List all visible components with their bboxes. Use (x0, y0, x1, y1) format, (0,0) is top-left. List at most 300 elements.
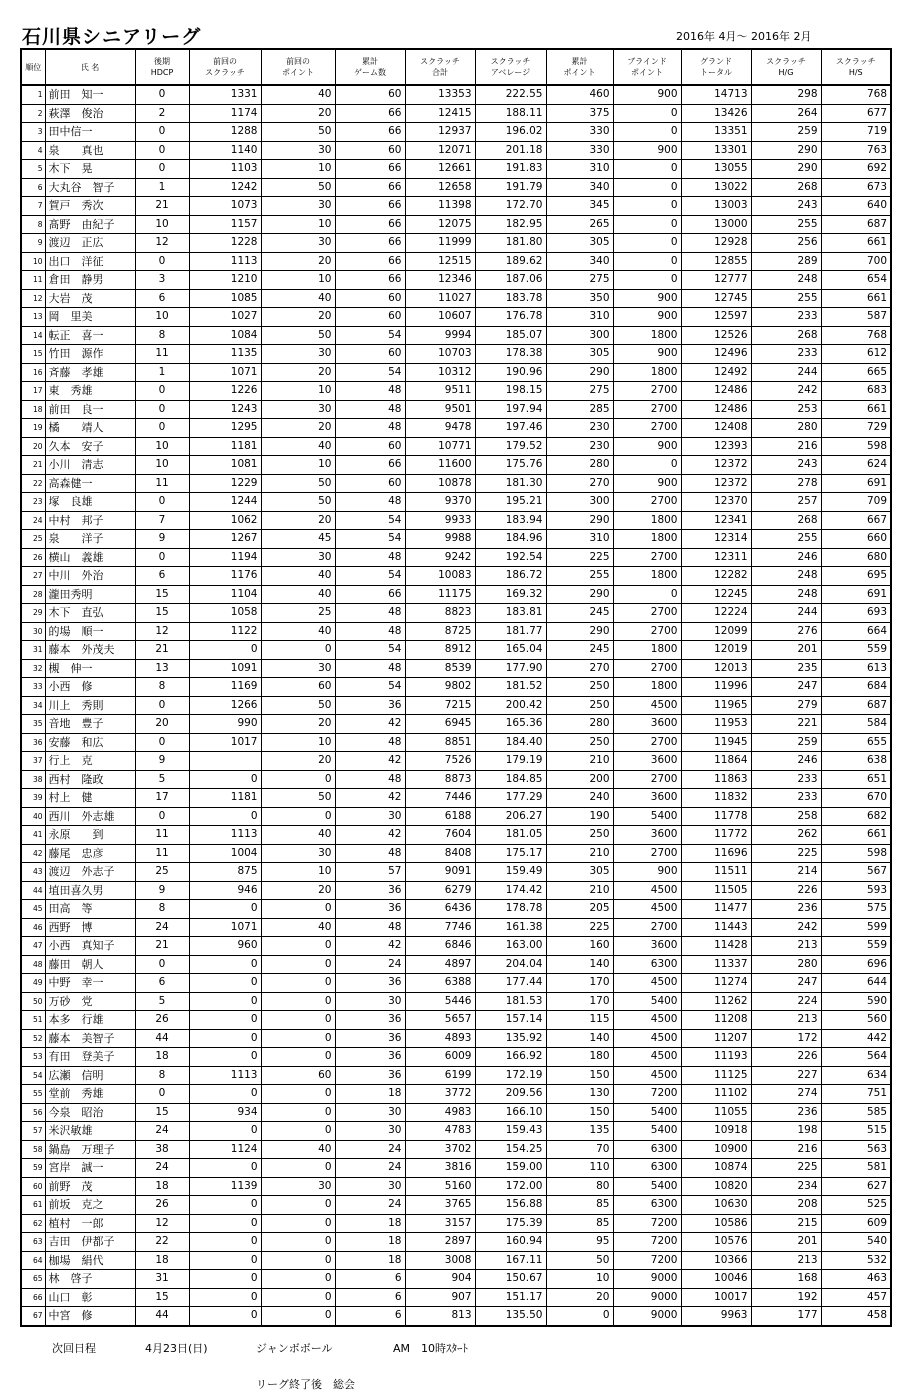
cell-grand-total: 12311 (681, 548, 751, 567)
cell-scratch-total: 6388 (405, 974, 475, 993)
cell-hdcp: 18 (135, 1177, 189, 1196)
cell-rank: 50 (21, 992, 45, 1011)
table-row (21, 1048, 891, 1067)
cell-scratch-hs: 687 (821, 696, 891, 715)
cell-scratch-hg: 257 (751, 493, 821, 512)
cell-total-point: 190 (546, 807, 613, 826)
cell-scratch-hg: 247 (751, 974, 821, 993)
cell-scratch-hg: 235 (751, 659, 821, 678)
cell-hdcp: 5 (135, 770, 189, 789)
cell-rank: 52 (21, 1029, 45, 1048)
cell-scratch-average: 166.92 (475, 1048, 546, 1067)
cell-prev-scratch: 934 (189, 1103, 261, 1122)
cell-blind-point: 3600 (613, 789, 681, 808)
cell-scratch-hg: 177 (751, 1307, 821, 1326)
table-row (21, 456, 891, 475)
cell-rank: 14 (21, 326, 45, 345)
cell-scratch-average: 197.46 (475, 419, 546, 438)
cell-prev-point: 50 (261, 493, 335, 512)
cell-scratch-total: 9242 (405, 548, 475, 567)
cell-blind-point: 2700 (613, 918, 681, 937)
cell-scratch-hs: 575 (821, 900, 891, 919)
cell-scratch-total: 10771 (405, 437, 475, 456)
cell-grand-total: 12013 (681, 659, 751, 678)
cell-hdcp: 24 (135, 1122, 189, 1141)
cell-total-point: 460 (546, 85, 613, 104)
cell-scratch-average: 183.94 (475, 511, 546, 530)
table-row (21, 1307, 891, 1326)
cell-scratch-average: 159.49 (475, 863, 546, 882)
cell-name: 岡 里美 (45, 308, 135, 327)
start-time: AM 10時ｽﾀｰﾄ (393, 1342, 469, 1355)
cell-name: 音地 豊子 (45, 715, 135, 734)
cell-scratch-hs: 664 (821, 622, 891, 641)
table-row (21, 1270, 891, 1289)
cell-total-games: 48 (335, 604, 405, 623)
cell-scratch-total: 6846 (405, 937, 475, 956)
table-row (21, 678, 891, 697)
cell-grand-total: 11996 (681, 678, 751, 697)
cell-scratch-average: 179.19 (475, 752, 546, 771)
cell-total-games: 66 (335, 160, 405, 179)
cell-name: 的場 順一 (45, 622, 135, 641)
cell-grand-total: 10576 (681, 1233, 751, 1252)
cell-hdcp: 31 (135, 1270, 189, 1289)
cell-blind-point: 1800 (613, 678, 681, 697)
cell-hdcp: 0 (135, 85, 189, 104)
table-row (21, 733, 891, 752)
cell-total-point: 230 (546, 437, 613, 456)
cell-scratch-hs: 612 (821, 345, 891, 364)
cell-prev-point: 20 (261, 308, 335, 327)
cell-scratch-average: 181.53 (475, 992, 546, 1011)
cell-scratch-hg: 213 (751, 1011, 821, 1030)
cell-blind-point: 4500 (613, 696, 681, 715)
cell-hdcp: 6 (135, 567, 189, 586)
cell-scratch-average: 161.38 (475, 918, 546, 937)
cell-rank: 28 (21, 585, 45, 604)
cell-hdcp: 0 (135, 493, 189, 512)
cell-scratch-average: 184.85 (475, 770, 546, 789)
cell-prev-point: 40 (261, 289, 335, 308)
cell-prev-point: 20 (261, 511, 335, 530)
table-row (21, 715, 891, 734)
cell-rank: 20 (21, 437, 45, 456)
cell-total-games: 66 (335, 178, 405, 197)
cell-total-games: 6 (335, 1270, 405, 1289)
cell-grand-total: 13022 (681, 178, 751, 197)
cell-scratch-total: 11999 (405, 234, 475, 253)
cell-prev-scratch: 1017 (189, 733, 261, 752)
cell-blind-point: 2700 (613, 844, 681, 863)
cell-total-games: 54 (335, 567, 405, 586)
cell-scratch-total: 7746 (405, 918, 475, 937)
cell-total-point: 245 (546, 641, 613, 660)
cell-scratch-hs: 696 (821, 955, 891, 974)
cell-total-games: 18 (335, 1214, 405, 1233)
cell-scratch-average: 167.11 (475, 1251, 546, 1270)
cell-grand-total: 13351 (681, 123, 751, 142)
cell-name: 塚 良雄 (45, 493, 135, 512)
cell-grand-total: 11125 (681, 1066, 751, 1085)
cell-grand-total: 10017 (681, 1288, 751, 1307)
cell-scratch-average: 185.07 (475, 326, 546, 345)
cell-prev-scratch: 0 (189, 1048, 261, 1067)
cell-total-point: 50 (546, 1251, 613, 1270)
cell-rank: 61 (21, 1196, 45, 1215)
cell-rank: 47 (21, 937, 45, 956)
cell-prev-scratch: 1194 (189, 548, 261, 567)
cell-total-games: 48 (335, 844, 405, 863)
col-header-blind-point: ブラインド ポイント (613, 49, 681, 85)
cell-scratch-hs: 709 (821, 493, 891, 512)
cell-blind-point: 0 (613, 123, 681, 142)
cell-blind-point: 4500 (613, 881, 681, 900)
cell-scratch-hs: 624 (821, 456, 891, 475)
cell-blind-point: 0 (613, 160, 681, 179)
cell-prev-scratch: 1113 (189, 1066, 261, 1085)
cell-scratch-hg: 233 (751, 770, 821, 789)
cell-hdcp: 10 (135, 437, 189, 456)
cell-rank: 25 (21, 530, 45, 549)
cell-hdcp: 0 (135, 807, 189, 826)
cell-rank: 48 (21, 955, 45, 974)
cell-total-games: 42 (335, 715, 405, 734)
cell-blind-point: 3600 (613, 752, 681, 771)
cell-hdcp: 21 (135, 641, 189, 660)
cell-grand-total: 10820 (681, 1177, 751, 1196)
col-header-scratch-total: スクラッチ 合計 (405, 49, 475, 85)
cell-name: 枷場 絹代 (45, 1251, 135, 1270)
cell-rank: 5 (21, 160, 45, 179)
cell-name: 瀧田秀明 (45, 585, 135, 604)
cell-name: 倉田 静男 (45, 271, 135, 290)
cell-name: 賀戸 秀次 (45, 197, 135, 216)
cell-rank: 57 (21, 1122, 45, 1141)
cell-hdcp: 1 (135, 363, 189, 382)
cell-scratch-hs: 700 (821, 252, 891, 271)
cell-scratch-average: 182.95 (475, 215, 546, 234)
cell-scratch-total: 12515 (405, 252, 475, 271)
cell-total-games: 60 (335, 308, 405, 327)
cell-total-point: 280 (546, 456, 613, 475)
cell-name: 行上 克 (45, 752, 135, 771)
cell-grand-total: 10874 (681, 1159, 751, 1178)
cell-prev-point: 40 (261, 585, 335, 604)
cell-name: 有田 登美子 (45, 1048, 135, 1067)
cell-total-point: 305 (546, 234, 613, 253)
cell-grand-total: 11832 (681, 789, 751, 808)
cell-blind-point: 7200 (613, 1214, 681, 1233)
cell-prev-point: 10 (261, 733, 335, 752)
cell-scratch-hg: 258 (751, 807, 821, 826)
cell-prev-point: 50 (261, 789, 335, 808)
cell-total-games: 42 (335, 826, 405, 845)
cell-grand-total: 12486 (681, 400, 751, 419)
cell-scratch-average: 206.27 (475, 807, 546, 826)
cell-scratch-hs: 670 (821, 789, 891, 808)
cell-scratch-total: 8912 (405, 641, 475, 660)
cell-total-games: 66 (335, 215, 405, 234)
cell-hdcp: 0 (135, 696, 189, 715)
cell-scratch-average: 160.94 (475, 1233, 546, 1252)
cell-scratch-total: 11027 (405, 289, 475, 308)
cell-grand-total: 11443 (681, 918, 751, 937)
cell-blind-point: 5400 (613, 1122, 681, 1141)
cell-name: 埴田喜久男 (45, 881, 135, 900)
cell-blind-point: 6300 (613, 955, 681, 974)
cell-blind-point: 4500 (613, 1066, 681, 1085)
cell-scratch-average: 201.18 (475, 141, 546, 160)
cell-grand-total: 11102 (681, 1085, 751, 1104)
cell-prev-scratch: 1176 (189, 567, 261, 586)
cell-scratch-hg: 262 (751, 826, 821, 845)
cell-rank: 64 (21, 1251, 45, 1270)
cell-name: 出口 洋征 (45, 252, 135, 271)
cell-total-games: 42 (335, 752, 405, 771)
cell-total-games: 36 (335, 1011, 405, 1030)
cell-total-games: 66 (335, 104, 405, 123)
cell-grand-total: 12019 (681, 641, 751, 660)
cell-total-point: 115 (546, 1011, 613, 1030)
cell-total-point: 20 (546, 1288, 613, 1307)
cell-grand-total: 11274 (681, 974, 751, 993)
cell-total-point: 135 (546, 1122, 613, 1141)
cell-scratch-hg: 255 (751, 530, 821, 549)
cell-prev-point: 30 (261, 659, 335, 678)
cell-scratch-hs: 590 (821, 992, 891, 1011)
cell-scratch-hg: 280 (751, 955, 821, 974)
cell-name: 本多 行雄 (45, 1011, 135, 1030)
cell-scratch-hs: 687 (821, 215, 891, 234)
cell-total-point: 285 (546, 400, 613, 419)
table-row (21, 1066, 891, 1085)
cell-blind-point: 2700 (613, 382, 681, 401)
cell-total-point: 300 (546, 493, 613, 512)
cell-total-games: 36 (335, 1048, 405, 1067)
cell-scratch-hg: 259 (751, 123, 821, 142)
cell-scratch-total: 6436 (405, 900, 475, 919)
cell-total-point: 310 (546, 160, 613, 179)
cell-total-point: 150 (546, 1066, 613, 1085)
cell-name: 山口 彰 (45, 1288, 135, 1307)
cell-blind-point: 900 (613, 345, 681, 364)
cell-prev-point: 50 (261, 474, 335, 493)
cell-prev-scratch: 0 (189, 955, 261, 974)
cell-rank: 1 (21, 85, 45, 104)
cell-scratch-average: 150.67 (475, 1270, 546, 1289)
cell-name: 前野 茂 (45, 1177, 135, 1196)
cell-scratch-total: 11175 (405, 585, 475, 604)
cell-rank: 23 (21, 493, 45, 512)
cell-prev-scratch: 0 (189, 1288, 261, 1307)
cell-scratch-average: 157.14 (475, 1011, 546, 1030)
cell-name: 今泉 昭治 (45, 1103, 135, 1122)
cell-scratch-hs: 560 (821, 1011, 891, 1030)
cell-scratch-hs: 691 (821, 474, 891, 493)
cell-rank: 37 (21, 752, 45, 771)
cell-blind-point: 3600 (613, 937, 681, 956)
cell-scratch-average: 166.10 (475, 1103, 546, 1122)
cell-total-games: 48 (335, 548, 405, 567)
cell-grand-total: 9963 (681, 1307, 751, 1326)
cell-name: 横山 義雄 (45, 548, 135, 567)
cell-blind-point: 900 (613, 289, 681, 308)
cell-blind-point: 0 (613, 585, 681, 604)
cell-prev-scratch: 1113 (189, 252, 261, 271)
cell-scratch-total: 8725 (405, 622, 475, 641)
cell-scratch-average: 192.54 (475, 548, 546, 567)
cell-total-point: 210 (546, 844, 613, 863)
cell-scratch-hg: 243 (751, 197, 821, 216)
cell-total-point: 330 (546, 123, 613, 142)
cell-scratch-average: 175.39 (475, 1214, 546, 1233)
cell-grand-total: 12341 (681, 511, 751, 530)
cell-scratch-hs: 567 (821, 863, 891, 882)
cell-name: 木下 直弘 (45, 604, 135, 623)
cell-name: 小西 修 (45, 678, 135, 697)
cell-grand-total: 12393 (681, 437, 751, 456)
cell-prev-point: 20 (261, 752, 335, 771)
cell-scratch-average: 204.04 (475, 955, 546, 974)
cell-rank: 63 (21, 1233, 45, 1252)
cell-name: 植村 一郎 (45, 1214, 135, 1233)
cell-prev-point: 60 (261, 1066, 335, 1085)
cell-total-point: 275 (546, 271, 613, 290)
cell-hdcp: 15 (135, 585, 189, 604)
table-row (21, 974, 891, 993)
cell-prev-scratch: 1244 (189, 493, 261, 512)
cell-name: 安藤 和広 (45, 733, 135, 752)
cell-prev-scratch: 1062 (189, 511, 261, 530)
cell-hdcp: 11 (135, 474, 189, 493)
col-header-scratch-average: スクラッチ アベレージ (475, 49, 546, 85)
cell-rank: 39 (21, 789, 45, 808)
cell-scratch-hg: 226 (751, 881, 821, 900)
next-date: 4月23日(日) (145, 1342, 208, 1355)
cell-blind-point: 6300 (613, 1140, 681, 1159)
cell-hdcp: 10 (135, 308, 189, 327)
cell-scratch-hg: 168 (751, 1270, 821, 1289)
cell-scratch-hg: 268 (751, 178, 821, 197)
cell-scratch-hs: 677 (821, 104, 891, 123)
table-row (21, 215, 891, 234)
cell-prev-scratch: 1266 (189, 696, 261, 715)
cell-rank: 8 (21, 215, 45, 234)
cell-scratch-hs: 559 (821, 641, 891, 660)
cell-grand-total: 13003 (681, 197, 751, 216)
cell-rank: 24 (21, 511, 45, 530)
table-row (21, 659, 891, 678)
cell-blind-point: 9000 (613, 1288, 681, 1307)
cell-total-games: 48 (335, 918, 405, 937)
cell-scratch-hs: 634 (821, 1066, 891, 1085)
cell-blind-point: 2700 (613, 770, 681, 789)
cell-blind-point: 4500 (613, 900, 681, 919)
cell-scratch-hg: 290 (751, 160, 821, 179)
cell-blind-point: 2700 (613, 400, 681, 419)
cell-total-point: 340 (546, 252, 613, 271)
cell-scratch-total: 6188 (405, 807, 475, 826)
cell-scratch-hg: 227 (751, 1066, 821, 1085)
cell-total-games: 54 (335, 641, 405, 660)
cell-scratch-average: 174.42 (475, 881, 546, 900)
cell-prev-scratch: 1058 (189, 604, 261, 623)
cell-name: 西川 外志雄 (45, 807, 135, 826)
cell-hdcp: 6 (135, 974, 189, 993)
cell-scratch-hs: 581 (821, 1159, 891, 1178)
cell-scratch-average: 186.72 (475, 567, 546, 586)
table-row (21, 567, 891, 586)
cell-total-games: 54 (335, 363, 405, 382)
cell-rank: 55 (21, 1085, 45, 1104)
cell-total-point: 275 (546, 382, 613, 401)
cell-scratch-total: 7604 (405, 826, 475, 845)
cell-total-games: 66 (335, 271, 405, 290)
cell-total-games: 48 (335, 493, 405, 512)
next-schedule-label: 次回日程 (52, 1342, 96, 1355)
cell-scratch-hg: 225 (751, 844, 821, 863)
table-row (21, 918, 891, 937)
cell-total-point: 340 (546, 178, 613, 197)
cell-scratch-hg: 221 (751, 715, 821, 734)
table-row (21, 382, 891, 401)
cell-prev-scratch: 1027 (189, 308, 261, 327)
cell-scratch-hs: 457 (821, 1288, 891, 1307)
cell-prev-scratch: 1004 (189, 844, 261, 863)
cell-scratch-hg: 276 (751, 622, 821, 641)
cell-total-point: 110 (546, 1159, 613, 1178)
cell-hdcp: 11 (135, 826, 189, 845)
cell-scratch-hg: 248 (751, 585, 821, 604)
cell-scratch-hg: 192 (751, 1288, 821, 1307)
cell-total-point: 225 (546, 548, 613, 567)
cell-scratch-total: 6279 (405, 881, 475, 900)
cell-scratch-hs: 563 (821, 1140, 891, 1159)
cell-name: 東 秀雄 (45, 382, 135, 401)
cell-total-point: 300 (546, 326, 613, 345)
cell-blind-point: 4500 (613, 1029, 681, 1048)
cell-name: 小西 真知子 (45, 937, 135, 956)
cell-prev-point: 40 (261, 826, 335, 845)
cell-prev-scratch: 0 (189, 807, 261, 826)
cell-total-point: 10 (546, 1270, 613, 1289)
cell-name: 藤尾 忠彦 (45, 844, 135, 863)
table-row (21, 770, 891, 789)
cell-name: 広瀬 信明 (45, 1066, 135, 1085)
cell-rank: 6 (21, 178, 45, 197)
cell-total-point: 85 (546, 1214, 613, 1233)
table-row (21, 1233, 891, 1252)
cell-total-games: 60 (335, 345, 405, 364)
cell-scratch-hs: 598 (821, 844, 891, 863)
cell-hdcp: 9 (135, 881, 189, 900)
table-row (21, 1011, 891, 1030)
cell-scratch-average: 163.00 (475, 937, 546, 956)
cell-prev-point: 0 (261, 1288, 335, 1307)
cell-scratch-hs: 661 (821, 289, 891, 308)
cell-hdcp: 0 (135, 548, 189, 567)
cell-scratch-hs: 593 (821, 881, 891, 900)
cell-scratch-average: 222.55 (475, 85, 546, 104)
cell-total-games: 48 (335, 400, 405, 419)
cell-prev-scratch: 0 (189, 1270, 261, 1289)
cell-blind-point: 0 (613, 215, 681, 234)
cell-scratch-hg: 253 (751, 400, 821, 419)
cell-scratch-hs: 768 (821, 326, 891, 345)
cell-hdcp: 11 (135, 844, 189, 863)
cell-prev-point: 60 (261, 678, 335, 697)
